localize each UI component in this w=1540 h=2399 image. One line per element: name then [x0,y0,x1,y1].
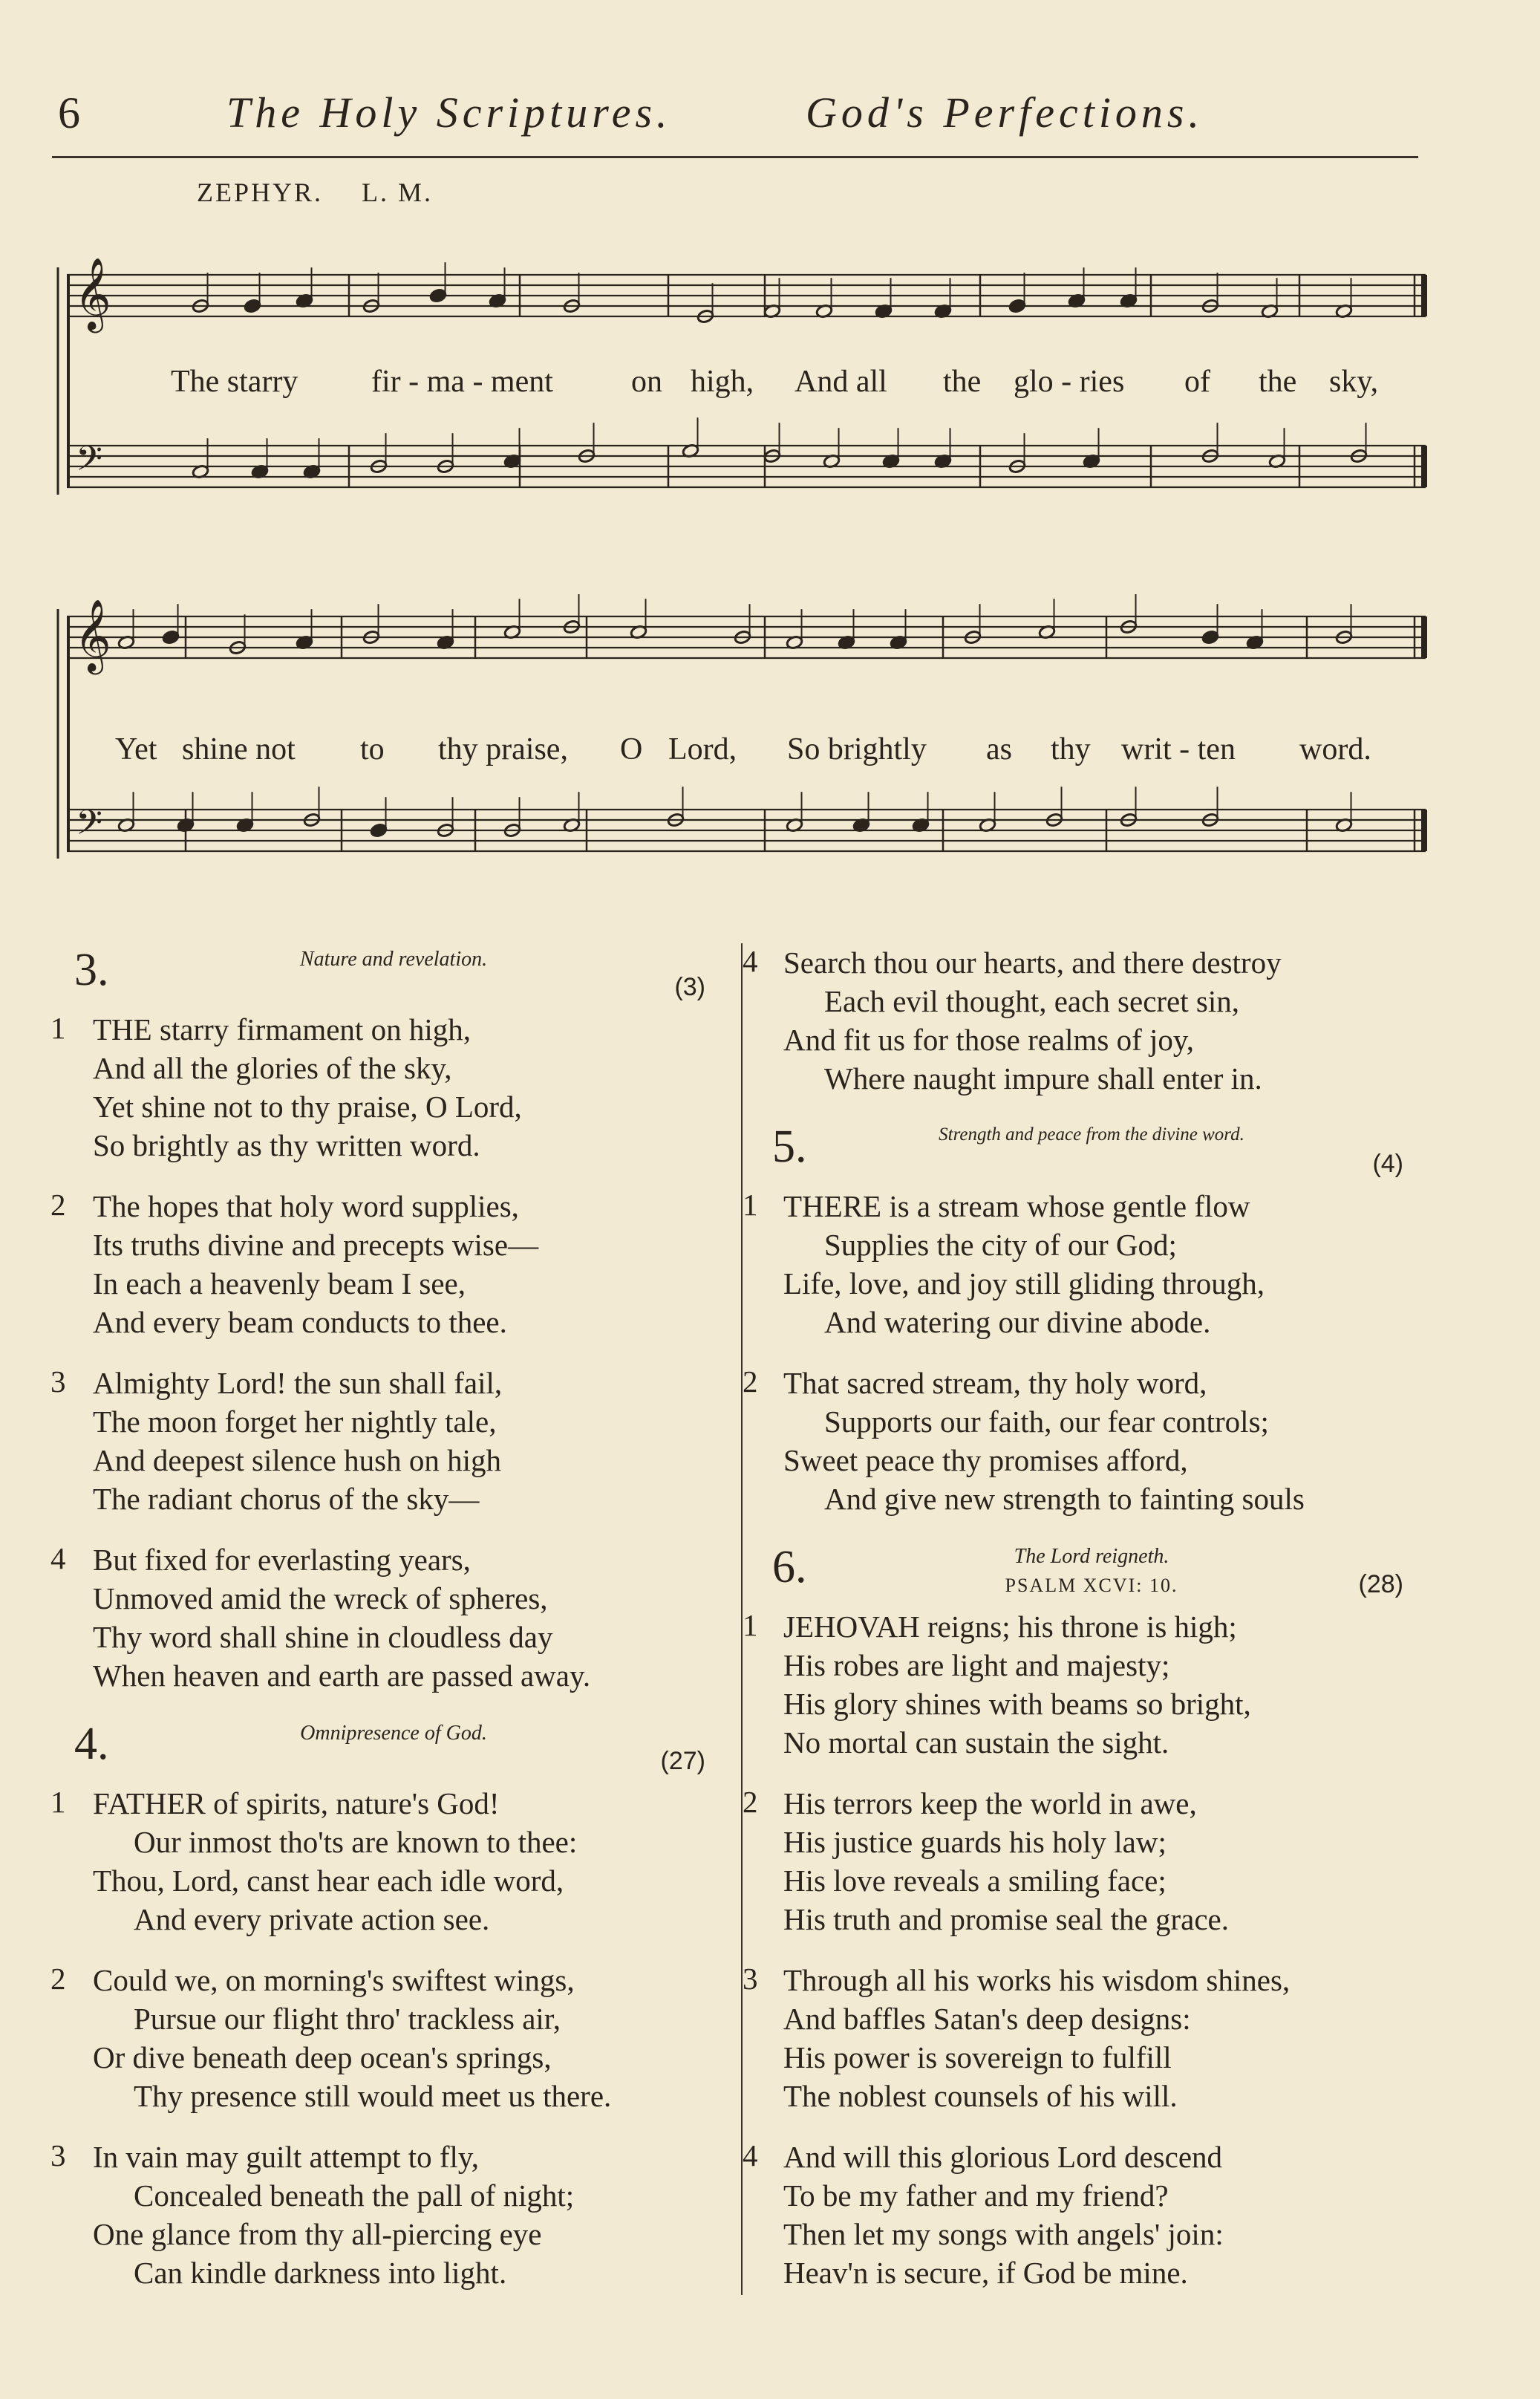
verse-line: His truth and promise seal the grace. [783,1902,1230,1936]
lyric-syllable: of [1184,365,1210,399]
note-head [1201,630,1219,645]
verse-line: Could we, on morning's swiftest wings, [93,1963,575,1997]
stanza [743,2138,1441,2292]
hymn-psalm-reference: PSALM XCVI: 10. [1005,1575,1178,1596]
hymn-reference: (4) [1372,1150,1403,1178]
lyric-syllable: Yet [115,732,157,766]
verse-line: Thy presence still would meet us there. [134,2079,612,2113]
tune-name: ZEPHYR. [197,178,324,207]
verse-line: Or dive beneath deep ocean's springs, [93,2040,552,2074]
lyric-syllable: on [631,365,662,399]
verse-line: His terrors keep the world in awe, [783,1786,1197,1820]
stanza [45,1010,743,1165]
hymn-subtitle: Nature and revelation. [299,948,488,971]
stanza-number: 1 [50,1011,66,1045]
verse-line: THERE is a stream whose gentle flow [783,1189,1250,1223]
hymn-subtitle: Omnipresence of God. [300,1722,487,1745]
verse-line: Sweet peace thy promises afford, [783,1443,1188,1477]
stanza [45,1784,743,1939]
hymn-3 [45,943,743,1695]
stanza [45,1187,743,1341]
verse-line: One glance from thy all-piercing eye [93,2217,542,2251]
stanza [743,1607,1441,1762]
lyric-syllable: as [986,732,1012,766]
verse-line: And all the glories of the sky, [93,1051,452,1085]
verse-line: Supports our faith, our fear controls; [824,1404,1269,1439]
stanza-number: 1 [743,1188,758,1222]
note-head [370,823,388,838]
hymn-5 [743,1120,1441,1518]
verse-line: In vain may guilt attempt to fly, [93,2140,479,2174]
verse-line: And every private action see. [134,1902,490,1936]
bass-clef-icon: 𝄢 [76,803,103,851]
treble-clef-icon: 𝄞 [74,599,111,671]
verse-line: And fit us for those realms of joy, [783,1023,1195,1057]
tune-meter: L. M. [362,178,434,207]
verse-line: The moon forget her nightly tale, [93,1404,497,1439]
verse-line: Our inmost tho'ts are known to thee: [134,1825,578,1859]
note-head [429,288,447,303]
lyric-syllable: glo - ries [1014,365,1125,399]
stanza-number: 2 [743,1785,758,1819]
lyric-syllable: word. [1299,732,1371,766]
verse-line: FATHER of spirits, nature's God! [93,1786,500,1820]
treble-clef-icon: 𝄞 [74,257,111,330]
verse-line: No mortal can sustain the sight. [783,1725,1169,1760]
hymn-header [743,1540,1441,1607]
verse-line: And watering our divine abode. [824,1305,1211,1339]
verse-line: In each a heavenly beam I see, [93,1266,466,1301]
verse-line: Yet shine not to thy praise, O Lord, [93,1090,522,1124]
verse-line: The hopes that holy word supplies, [93,1189,519,1223]
right-column [743,943,1441,2314]
verse-line: Its truths divine and precepts wise— [93,1228,539,1262]
verse-line: But fixed for everlasting years, [93,1543,471,1577]
stanza [743,1961,1441,2115]
verse-line: His love reveals a smiling face; [783,1863,1167,1898]
verse-line: And give new strength to fainting souls [824,1482,1305,1516]
hymn-subtitle: Strength and peace from the divine word. [939,1124,1244,1145]
running-title-right: God's Perfections. [806,88,1204,137]
verse-line: And will this glorious Lord descend [783,2140,1223,2174]
hymn-subtitle: The Lord reigneth. [1014,1545,1169,1568]
lyric-syllable: shine not [182,732,296,766]
lyric-syllable: And all [795,365,887,399]
hymn-6 [743,1540,1441,2292]
verse-line: And deepest silence hush on high [93,1443,501,1477]
note-head [244,299,261,313]
lyric-syllable: fir - ma - ment [371,365,553,399]
verse-line: Where naught impure shall enter in. [824,1061,1262,1096]
stanza [743,1364,1441,1518]
verse-line: Almighty Lord! the sun shall fail, [93,1366,503,1400]
hymn-header [743,1120,1441,1187]
verse-line: Each evil thought, each secret sin, [824,984,1239,1018]
verse-line: And every beam conducts to thee. [93,1305,507,1339]
page-number: 6 [58,88,80,137]
hymn-4 [45,1717,743,2292]
note-head [1008,299,1026,313]
stanza-number: 2 [50,1188,66,1222]
hymn-header [45,943,743,1010]
stanza-number: 4 [743,2138,758,2172]
hymn-number: 4. [74,1719,109,1769]
lyric-syllable: thy [1051,732,1091,766]
lyric-syllable: So brightly [787,732,927,766]
verse-line: Supplies the city of our God; [824,1228,1177,1262]
verse-line: His justice guards his holy law; [783,1825,1167,1859]
stanza [45,1364,743,1518]
verse-line: When heaven and earth are passed away. [93,1659,591,1693]
verse-line: JEHOVAH reigns; his throne is high; [783,1609,1237,1644]
verse-line: Thou, Lord, canst hear each idle word, [93,1863,564,1898]
lyric-syllable: high, [691,365,754,399]
verse-line: Concealed beneath the pall of night; [134,2178,575,2213]
lyric-syllable: the [1259,365,1297,399]
verse-line: Unmoved amid the wreck of spheres, [93,1581,548,1615]
lyric-syllable: The starry [171,365,298,399]
stanza [45,1961,743,2115]
stanza-number: 4 [743,944,758,978]
hymn-reference: (27) [660,1747,705,1775]
lyric-syllable: sky, [1329,365,1379,399]
verse-line: Then let my songs with angels' join: [783,2217,1224,2251]
verse-line: And baffles Satan's deep designs: [783,2002,1191,2036]
hymn-number: 6. [772,1542,807,1592]
stanza [45,2138,743,2292]
lyric-syllable: the [943,365,982,399]
hymn-number: 5. [772,1122,807,1172]
verse-line: Heav'n is secure, if God be mine. [783,2256,1188,2290]
hymn-number: 3. [74,945,109,995]
lyric-syllable: O [620,732,643,766]
verse-line: Thy word shall shine in cloudless day [93,1620,553,1654]
lyric-syllable: to [360,732,385,766]
music-system-1 [52,223,1433,564]
stanza [743,1784,1441,1939]
stanza-number: 2 [743,1364,758,1399]
verse-line: Pursue our flight thro' trackless air, [134,2002,561,2036]
verse-line: Through all his works his wisdom shines, [783,1963,1291,1997]
note-head [162,630,180,645]
verse-line: THE starry firmament on high, [93,1012,471,1046]
verse-line: Can kindle darkness into light. [134,2256,507,2290]
lyric-syllable: thy praise, [438,732,568,766]
music-system-2 [52,594,1433,921]
verse-line: The noblest counsels of his will. [783,2079,1178,2113]
stanza [743,943,1441,1098]
page-header [52,88,1418,154]
stanza-number: 2 [50,1962,66,1996]
verse-line: The radiant chorus of the sky— [93,1482,480,1516]
verse-line: His robes are light and majesty; [783,1648,1170,1682]
stanza-number: 3 [50,2138,66,2172]
hymn-header [45,1717,743,1784]
hymn-reference: (3) [674,973,705,1001]
lyrics-line-1 [52,364,1433,401]
header-rule [52,156,1418,158]
lyric-syllable: Lord, [668,732,737,766]
verse-line: So brightly as thy written word. [93,1128,480,1162]
verse-line: His glory shines with beams so bright, [783,1687,1251,1721]
verse-line: Life, love, and joy still gliding through, [783,1266,1265,1301]
stanza [45,1540,743,1695]
stanza-number: 3 [743,1962,758,1996]
left-column [45,943,743,2314]
verse-line: That sacred stream, thy holy word, [783,1366,1207,1400]
bass-clef-icon: 𝄢 [76,439,103,487]
verse-line: His power is sovereign to fulfill [783,2040,1172,2074]
verse-line: To be my father and my friend? [783,2178,1169,2213]
stanza-number: 3 [50,1364,66,1399]
stanza-number: 1 [743,1608,758,1642]
running-title-left: The Holy Scriptures. [226,88,672,137]
tune-heading [197,177,433,208]
lyric-syllable: writ - ten [1121,732,1236,766]
lyrics-line-2 [52,732,1433,769]
hymn-reference: (28) [1358,1570,1403,1598]
stanza-number: 1 [50,1785,66,1819]
stanza-number: 4 [50,1541,66,1575]
verse-line: Search thou our hearts, and there destroy [783,945,1282,980]
stanza [743,1187,1441,1341]
